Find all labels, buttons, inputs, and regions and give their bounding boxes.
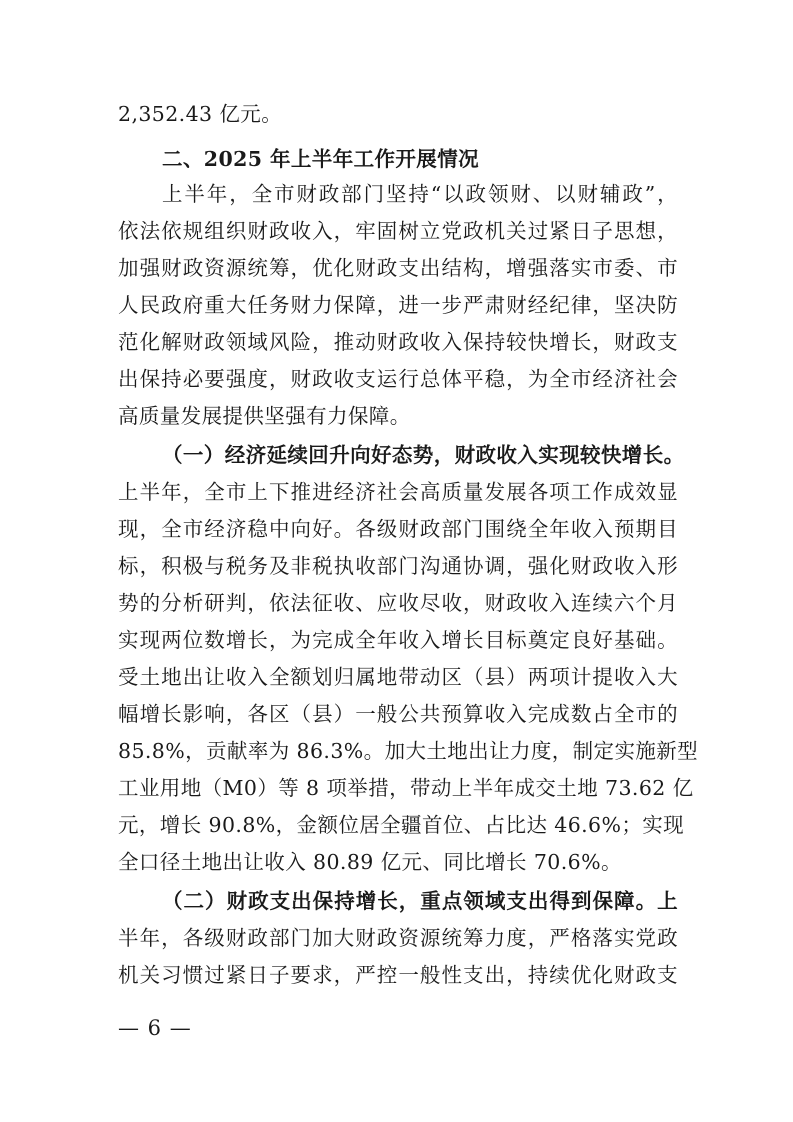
paragraph-1-line-4: 人民政府重大任务财力保障，进一步严肃财经纪律，坚决防	[118, 293, 678, 317]
paragraph-2-line-9: 工业用地（M0）等 8 项举措，带动上半年成交土地 73.62 亿	[118, 776, 694, 800]
paragraph-1-line-2: 依法依规组织财政收入，牢固树立党政机关过紧日子思想，	[118, 219, 678, 243]
paragraph-2-line-4: 势的分析研判，依法征收、应收尽收，财政收入连续六个月	[118, 591, 678, 615]
paragraph-2-line-5: 实现两位数增长，为完成全年收入增长目标奠定良好基础。	[118, 628, 678, 652]
paragraph-3-line-1: 半年，各级财政部门加大财政资源统筹力度，严格落实党政	[118, 926, 678, 950]
paragraph-2-line-8: 85.8%，贡献率为 86.3%。加大土地出让力度，制定实施新型	[118, 739, 699, 763]
text-line-1: 2,352.43 亿元。	[118, 102, 283, 126]
page-number: — 6 —	[118, 1016, 192, 1040]
paragraph-1-line-3: 加强财政资源统筹，优化财政支出结构，增强落实市委、市	[118, 256, 678, 280]
paragraph-2-line-2: 现，全市经济稳中向好。各级财政部门围绕全年收入预期目	[118, 517, 678, 541]
paragraph-1-line-6: 出保持必要强度，财政收支运行总体平稳，为全市经济社会	[118, 367, 678, 391]
subheading-1: （一）经济延续回升向好态势，财政收入实现较快增长。	[162, 443, 685, 467]
paragraph-3-line-2: 机关习惯过紧日子要求，严控一般性支出，持续优化财政支	[118, 963, 678, 987]
paragraph-2-line-1: 上半年，全市上下推进经济社会高质量发展各项工作成效显	[118, 480, 678, 504]
paragraph-1-line-1: 上半年，全市财政部门坚持“以政领财、以财辅政”，	[162, 182, 678, 206]
paragraph-2-line-11: 全口径土地出让收入 80.89 亿元、同比增长 70.6%。	[118, 850, 622, 874]
paragraph-1-line-7: 高质量发展提供坚强有力保障。	[118, 404, 411, 428]
paragraph-2-line-10: 元，增长 90.8%，金额位居全疆首位、占比达 46.6%；实现	[118, 813, 685, 837]
subheading-2: （二）财政支出保持增长，重点领域支出得到保障。上	[162, 889, 678, 913]
section-heading: 二、2025 年上半年工作开展情况	[162, 147, 479, 171]
paragraph-2-line-6: 受土地出让收入全额划归属地带动区（县）两项计提收入大	[118, 665, 678, 689]
paragraph-1-line-5: 范化解财政领域风险，推动财政收入保持较快增长，财政支	[118, 330, 678, 354]
paragraph-2-line-3: 标，积极与税务及非税执收部门沟通协调，强化财政收入形	[118, 554, 678, 578]
paragraph-2-line-7: 幅增长影响，各区（县）一般公共预算收入完成数占全市的	[118, 702, 678, 726]
